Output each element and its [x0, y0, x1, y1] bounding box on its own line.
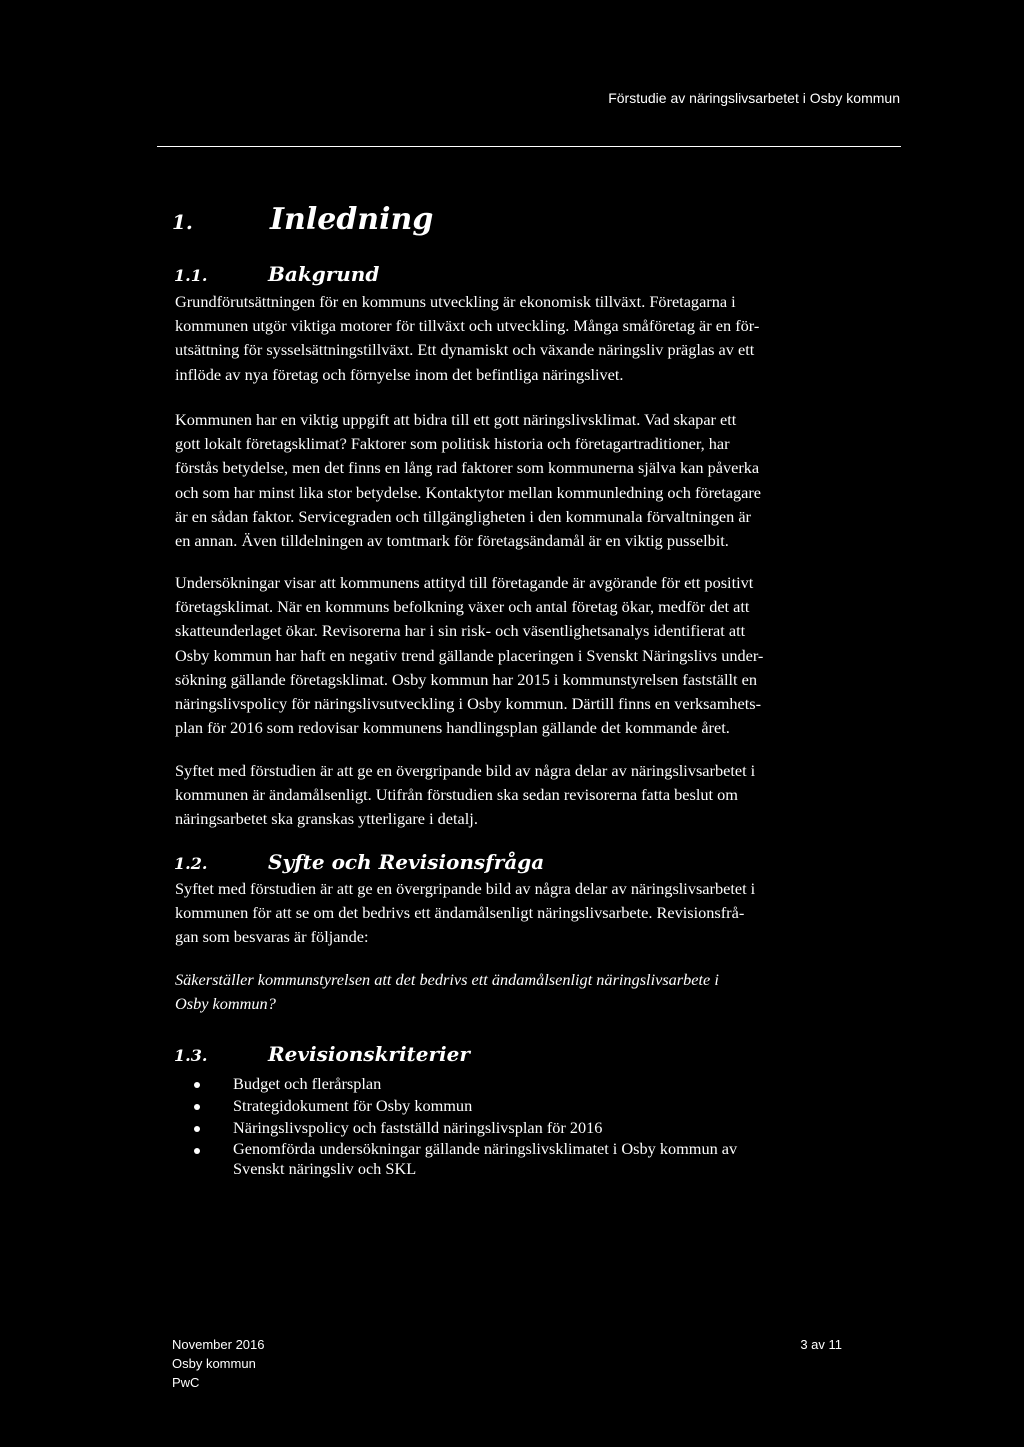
footer-organization: Osby kommun — [172, 1356, 256, 1371]
text-line: Kommunen har en viktig uppgift att bidra till ett gott näringslivsklimat. Vad skapar ett — [175, 410, 737, 429]
section-title: Syfte och Revisionsfråga — [268, 850, 545, 874]
section-number: 1.1. — [174, 266, 208, 285]
paragraph-bakgrund-4 — [175, 759, 900, 832]
section-heading-revisionskriterier — [174, 1042, 470, 1068]
text-line: kommunen utgör viktiga motorer för tillväxt och utveckling. Många småföretag är en för- — [175, 316, 760, 336]
section-heading-bakgrund — [174, 262, 379, 288]
header-divider — [157, 146, 901, 147]
text-line: utsättning för sysselsättningstillväxt. Ett dynamiskt och växande näringsliv präglas av ett — [175, 340, 755, 360]
list-item — [194, 1139, 737, 1179]
footer-date: November 2016 — [172, 1337, 265, 1352]
text-line: Osby kommun? — [175, 994, 276, 1014]
chapter-title: Inledning — [270, 202, 434, 237]
paragraph-bakgrund-3 — [175, 571, 900, 740]
text-line: kommunen är ändamålsenligt. Utifrån förstudien ska sedan revisorerna fatta beslut om — [175, 785, 738, 805]
text-line: kommunen för att se om det bedrivs ett ändamålsenligt näringslivsarbete. Revisionsfrå- — [175, 903, 745, 923]
section-title: Revisionskriterier — [268, 1042, 470, 1066]
footer-firm: PwC — [172, 1375, 200, 1390]
text-line: och som har minst lika stor betydelse. Kontaktytor mellan kommunledning och företagare — [175, 482, 761, 502]
text-line: gott lokalt företagsklimat? Faktorer som politisk historia och företagartraditioner, har — [175, 434, 730, 454]
text-line: inflöde av nya företag och förnyelse inom det befintliga näringslivet. — [175, 364, 624, 384]
text-line: Grundförutsättningen för en kommuns utveckling är ekonomisk tillväxt. Företagarna i — [175, 292, 736, 311]
text-line: sökning gällande företagsklimat. Osby kommun har 2015 i kommunstyrelsen fastställt en — [175, 669, 757, 689]
text-line: näringslivspolicy för näringslivsutveckling i Osby kommun. Därtill finns en verksamhets- — [175, 694, 762, 714]
revision-question — [175, 968, 900, 1016]
text-line: Syftet med förstudien är att ge en övergripande bild av några delar av näringslivsarbetet i — [175, 761, 756, 780]
paragraph-bakgrund-2 — [175, 408, 900, 553]
text-line: näringsarbetet ska granskas ytterligare i detalj. — [175, 809, 478, 829]
chapter-number: 1. — [172, 210, 193, 234]
page-footer — [172, 1335, 265, 1392]
text-line: Svenskt näringsliv och SKL — [233, 1159, 417, 1178]
text-line: skatteunderlaget ökar. Revisorerna har i sin risk- och väsentlighetsanalys identifierat att — [175, 621, 746, 641]
text-line: Osby kommun har haft en negativ trend gällande placeringen i Svenskt Näringslivs under- — [175, 645, 764, 665]
section-number: 1.2. — [174, 854, 208, 873]
list-item: Budget och flerårsplan — [194, 1073, 737, 1095]
document-title: Förstudie av näringslivsarbetet i Osby kommun — [608, 90, 900, 106]
chapter-heading — [172, 200, 433, 242]
text-line: plan för 2016 som redovisar kommunens handlingsplan gällande det kommande året. — [175, 718, 730, 738]
text-line: Genomförda undersökningar gällande näringslivsklimatet i Osby kommun av — [233, 1139, 738, 1158]
text-line: företagsklimat. När en kommuns befolkning växer och antal företag ökar, medför det att — [175, 597, 750, 617]
paragraph-bakgrund-1 — [175, 290, 900, 387]
list-item: Strategidokument för Osby kommun — [194, 1095, 737, 1117]
page-number: 3 av 11 — [800, 1337, 842, 1352]
text-line: förstås betydelse, men det finns en lång rad faktorer som kommunerna själva kan påverka — [175, 458, 760, 478]
criteria-list — [194, 1073, 737, 1179]
section-number: 1.3. — [174, 1046, 208, 1065]
text-line: en annan. Även tilldelningen av tomtmark för företagsändamål är en viktig pusselbit. — [175, 531, 729, 551]
text-line: Syftet med förstudien är att ge en övergripande bild av några delar av näringslivsarbetet i — [175, 879, 756, 898]
text-line: gan som besvaras är följande: — [175, 927, 369, 947]
text-line: Undersökningar visar att kommunens attityd till företagande är avgörande för ett positivt — [175, 573, 754, 592]
text-line: Säkerställer kommunstyrelsen att det bedrivs ett ändamålsenligt näringslivsarbete i — [175, 970, 719, 989]
text-line: är en sådan faktor. Servicegraden och tillgängligheten i den kommunala förvaltningen är — [175, 506, 751, 526]
paragraph-syfte — [175, 877, 900, 950]
list-item: Näringslivspolicy och fastställd näringslivsplan för 2016 — [194, 1117, 737, 1139]
section-heading-syfte — [174, 850, 544, 876]
section-title: Bakgrund — [268, 262, 380, 286]
